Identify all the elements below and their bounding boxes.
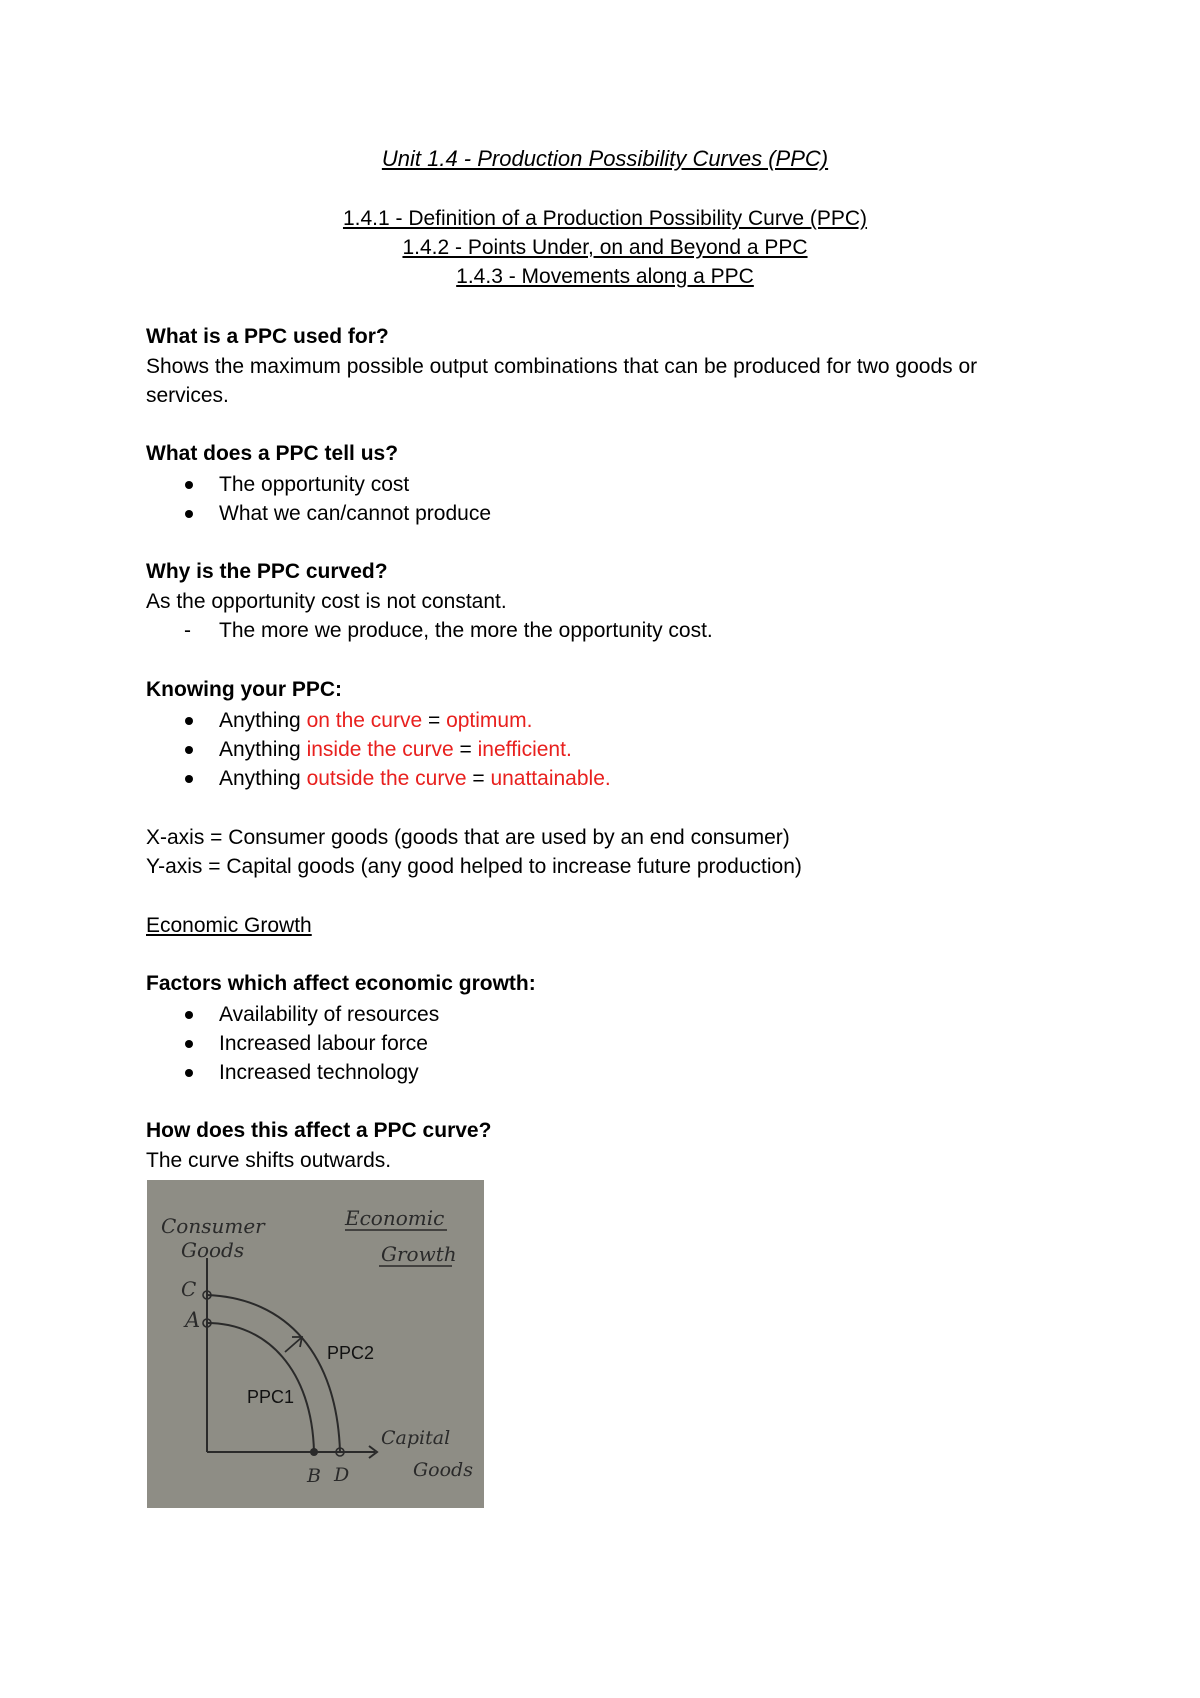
shift-arrow-icon [285, 1338, 301, 1352]
toc-item-1[interactable]: 1.4.1 - Definition of a Production Possibility Curve (PPC) [342, 207, 868, 230]
ppc-sketch-drawing [147, 1180, 484, 1508]
economic-growth-link[interactable]: Economic Growth [146, 914, 312, 937]
list-item: Increased technology [219, 1061, 419, 1084]
paragraph-line: As the opportunity cost is not constant. [146, 590, 507, 613]
bullet-icon [185, 481, 193, 489]
heading-ppc-tell-us: What does a PPC tell us? [146, 442, 399, 465]
point-b-label: B [307, 1465, 321, 1487]
heading-factors-growth: Factors which affect economic growth: [146, 972, 536, 995]
paragraph-line: The curve shifts outwards. [146, 1149, 392, 1172]
point-b-marker [310, 1448, 318, 1456]
list-item: The opportunity cost [219, 473, 410, 496]
x-axis-label: Capital [381, 1427, 451, 1449]
heading-knowing-ppc: Knowing your PPC: [146, 678, 342, 701]
y-axis-label: Goods [181, 1238, 245, 1262]
ppc-sketch-photo [147, 1180, 484, 1508]
bullet-icon [185, 746, 193, 754]
ppc1-label: PPC1 [247, 1387, 295, 1407]
dash-marker: - [184, 619, 191, 642]
x-axis-label: Goods [413, 1459, 473, 1481]
point-c-label: C [181, 1277, 197, 1301]
bullet-icon [185, 510, 193, 518]
bullet-icon [185, 1069, 193, 1077]
bullet-icon [185, 1011, 193, 1019]
heading-ppc-curved: Why is the PPC curved? [146, 560, 388, 583]
toc-item-3[interactable]: 1.4.3 - Movements along a PPC [456, 265, 754, 288]
y-axis-label: Consumer [161, 1214, 265, 1238]
heading-ppc-affect: How does this affect a PPC curve? [146, 1119, 492, 1142]
y-axis-definition: Y-axis = Capital goods (any good helped to increase future production) [146, 855, 802, 878]
x-axis-definition: X-axis = Consumer goods (goods that are used by an end consumer) [146, 826, 790, 849]
list-item: Anything inside the curve = inefficient. [219, 738, 572, 761]
ppc2-curve [207, 1295, 340, 1452]
figure-title: Growth [381, 1242, 457, 1266]
list-item: Anything outside the curve = unattainable. [219, 767, 611, 790]
list-item: Increased labour force [219, 1032, 428, 1055]
bullet-icon [185, 1040, 193, 1048]
bullet-icon [185, 717, 193, 725]
list-item: Anything on the curve = optimum. [219, 709, 533, 732]
list-item: What we can/cannot produce [219, 502, 491, 525]
doc-title: Unit 1.4 - Production Possibility Curves (PPC) [381, 146, 829, 171]
heading-ppc-used-for: What is a PPC used for? [146, 325, 389, 348]
list-item: The more we produce, the more the opportunity cost. [219, 619, 713, 642]
point-d-label: D [334, 1464, 350, 1486]
paragraph-line: Shows the maximum possible output combinations that can be produced for two goods or [146, 355, 978, 378]
figure-title: Economic [345, 1206, 445, 1230]
list-item: Availability of resources [219, 1003, 440, 1026]
toc-item-2[interactable]: 1.4.2 - Points Under, on and Beyond a PPC [402, 236, 808, 259]
point-a-label: A [185, 1308, 201, 1332]
bullet-icon [185, 775, 193, 783]
paragraph-line: services. [146, 384, 229, 407]
ppc2-label: PPC2 [327, 1343, 375, 1363]
